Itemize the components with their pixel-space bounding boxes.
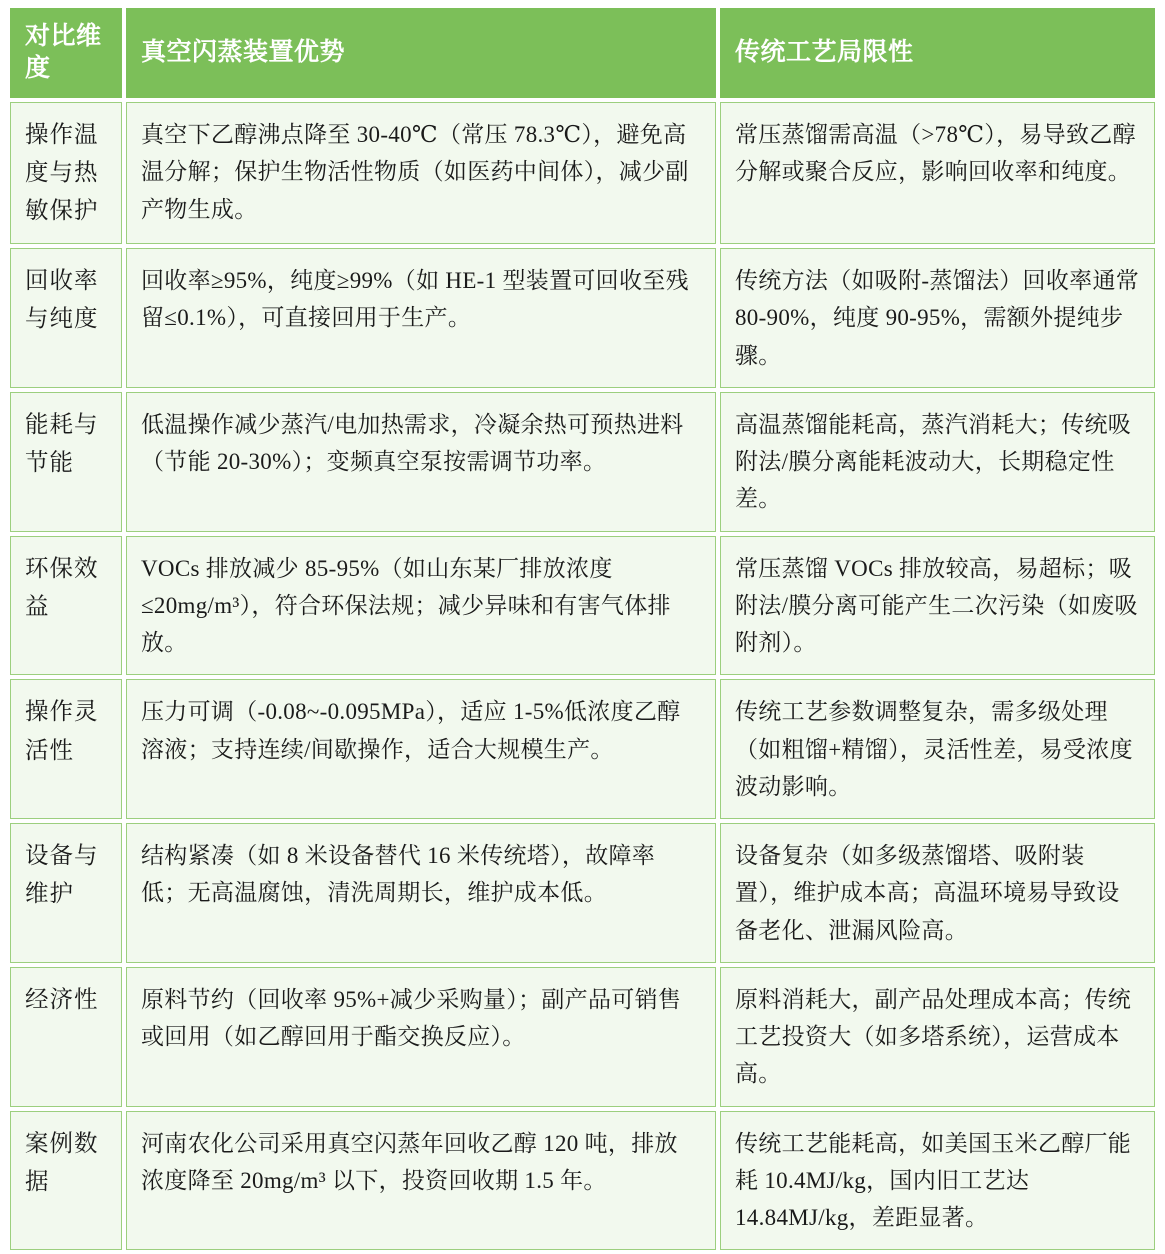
cell-advantage: 真空下乙醇沸点降至 30-40℃（常压 78.3℃），避免高温分解；保护生物活性物质（如医药中间体），减少副产物生成。 (126, 102, 716, 244)
table-row (10, 967, 1155, 1107)
cell-advantage: 低温操作减少蒸汽/电加热需求，冷凝余热可预热进料（节能 20-30%）；变频真空泵按需调节功率。 (126, 392, 716, 532)
cell-limitation: 常压蒸馏 VOCs 排放较高，易超标；吸附法/膜分离可能产生二次污染（如废吸附剂）。 (720, 536, 1155, 676)
cell-advantage: 结构紧凑（如 8 米设备替代 16 米传统塔），故障率低；无高温腐蚀，清洗周期长，维护成本低。 (126, 823, 716, 963)
table-header (10, 8, 1155, 98)
table-row (10, 536, 1155, 676)
table-header-row (10, 8, 1155, 98)
table-body (10, 102, 1155, 1250)
cell-limitation: 传统方法（如吸附-蒸馏法）回收率通常 80-90%，纯度 90-95%，需额外提纯步骤。 (720, 248, 1155, 388)
cell-limitation: 传统工艺参数调整复杂，需多级处理（如粗馏+精馏），灵活性差，易受浓度波动影响。 (720, 679, 1155, 819)
cell-limitation: 高温蒸馏能耗高，蒸汽消耗大；传统吸附法/膜分离能耗波动大，长期稳定性差。 (720, 392, 1155, 532)
cell-dimension: 能耗与节能 (10, 392, 122, 532)
cell-advantage: 压力可调（-0.08~-0.095MPa），适应 1-5%低浓度乙醇溶液；支持连续/间歇操作，适合大规模生产。 (126, 679, 716, 819)
cell-dimension: 环保效益 (10, 536, 122, 676)
table-row (10, 248, 1155, 388)
cell-advantage: 原料节约（回收率 95%+减少采购量）；副产品可销售或回用（如乙醇回用于酯交换反应）。 (126, 967, 716, 1107)
cell-advantage: VOCs 排放减少 85-95%（如山东某厂排放浓度≤20mg/m³），符合环保法规；减少异味和有害气体排放。 (126, 536, 716, 676)
table-row (10, 823, 1155, 963)
cell-dimension: 经济性 (10, 967, 122, 1107)
table-row (10, 1111, 1155, 1251)
cell-limitation: 原料消耗大，副产品处理成本高；传统工艺投资大（如多塔系统），运营成本高。 (720, 967, 1155, 1107)
cell-limitation: 传统工艺能耗高，如美国玉米乙醇厂能耗 10.4MJ/kg，国内旧工艺达 14.84MJ/kg，差距显著。 (720, 1111, 1155, 1251)
table-row (10, 679, 1155, 819)
column-header-limitation: 传统工艺局限性 (720, 8, 1155, 98)
cell-dimension: 操作灵活性 (10, 679, 122, 819)
comparison-table (6, 4, 1159, 1254)
column-header-advantage: 真空闪蒸装置优势 (126, 8, 716, 98)
cell-dimension: 设备与维护 (10, 823, 122, 963)
column-header-dimension: 对比维度 (10, 8, 122, 98)
cell-dimension: 操作温度与热敏保护 (10, 102, 122, 244)
cell-advantage: 河南农化公司采用真空闪蒸年回收乙醇 120 吨，排放浓度降至 20mg/m³ 以下，投资回收期 1.5 年。 (126, 1111, 716, 1251)
cell-dimension: 案例数据 (10, 1111, 122, 1251)
cell-dimension: 回收率与纯度 (10, 248, 122, 388)
cell-advantage: 回收率≥95%，纯度≥99%（如 HE-1 型装置可回收至残留≤0.1%），可直接回用于生产。 (126, 248, 716, 388)
cell-limitation: 常压蒸馏需高温（>78℃），易导致乙醇分解或聚合反应，影响回收率和纯度。 (720, 102, 1155, 244)
table-row (10, 102, 1155, 244)
table-row (10, 392, 1155, 532)
cell-limitation: 设备复杂（如多级蒸馏塔、吸附装置），维护成本高；高温环境易导致设备老化、泄漏风险高。 (720, 823, 1155, 963)
